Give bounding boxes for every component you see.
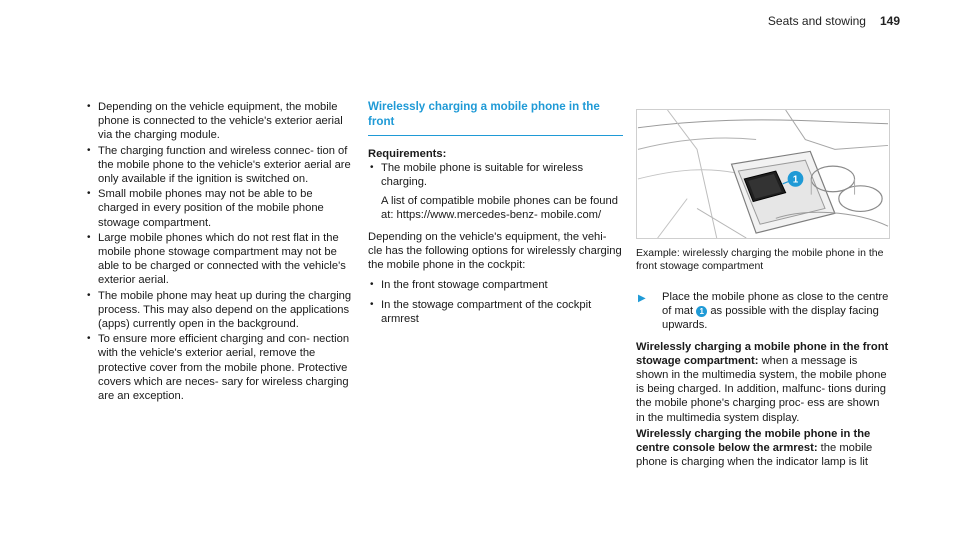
notes-list: [85, 100, 355, 403]
step-arrow-icon: ▶: [638, 293, 646, 304]
mat-badge: 1: [696, 306, 707, 317]
page-header: [768, 14, 900, 28]
instruction-text-after: as possible with the display facing upwards.: [662, 305, 879, 332]
front-stowage-heading: Wirelessly charging a mobile phone in the front stowage compartment:: [636, 340, 889, 367]
column-right: [636, 104, 891, 469]
list-item: • The charging function and wireless connec- tion of the mobile phone to the vehicle's exterior aerial are only available if the ignition is switched on.: [85, 144, 355, 187]
instruction-step: [636, 290, 891, 333]
requirements-note: A list of compatible mobile phones can be found at: https://www.mercedes-benz- mobile.com/: [381, 194, 618, 221]
column-left: [85, 100, 355, 404]
page-number: 149: [879, 14, 900, 28]
intro-paragraph: Depending on the vehicle's equipment, the vehi- cle has the following options for wirelessly charging the mobile phone in the cockpit:: [368, 231, 622, 272]
list-item: • The mobile phone is suitable for wireless charging.: [368, 161, 623, 189]
illustration-figure: [636, 109, 890, 239]
instruction-text-before: Place the mobile phone as close to the centre of mat: [662, 291, 889, 318]
list-item: • Large mobile phones which do not rest flat in the mobile phone stowage compartment may not be able to be charged or connected with the vehicle's exterior aerial.: [85, 231, 355, 288]
list-item: • Small mobile phones may not be able to be charged in every position of the mobile phone stowage compartment.: [85, 187, 355, 230]
list-item: • To ensure more efficient charging and con- nection with the vehicle's exterior aerial, remove the protective cover from the mobile phone. Protective covers which are neces- sary for wireless charging are an exception.: [85, 332, 355, 403]
phone-charging-illustration: [637, 110, 889, 238]
instruction-text: [652, 290, 891, 333]
list-item: • In the stowage compartment of the cockpit armrest: [368, 298, 623, 326]
list-item: • In the front stowage compartment: [368, 278, 623, 292]
list-item: • Depending on the vehicle equipment, the mobile phone is connected to the vehicle's exterior aerial via the charging module.: [85, 100, 355, 143]
centre-console-paragraph: [636, 427, 891, 470]
figure-caption: Example: wirelessly charging the mobile phone in the front stowage compartment: [636, 247, 884, 272]
centre-console-heading: Wirelessly charging the mobile phone in the centre console below the armrest:: [636, 427, 871, 455]
front-stowage-paragraph: [636, 340, 891, 425]
centre-console-text: the mobile phone is charging when the indicator lamp is lit: [636, 442, 873, 469]
callout-number: 1: [792, 174, 799, 186]
section-name: Seats and stowing: [767, 14, 866, 28]
column-middle: [368, 100, 623, 327]
front-stowage-text: when a message is shown in the multimedia system, the mobile phone is being charged. In addition, malfunc- tions during the mobile phone's charging proc- ess are shown in the multimedia system display.: [636, 354, 887, 424]
requirements-label: Requirements:: [368, 148, 447, 160]
list-item: • The mobile phone may heat up during the charging process. This may also depend on the applications (apps) currently open in the background.: [85, 289, 355, 332]
requirements-list: [368, 161, 623, 189]
section-title: Wirelessly charging a mobile phone in the front: [368, 100, 623, 136]
options-list: [368, 278, 623, 327]
